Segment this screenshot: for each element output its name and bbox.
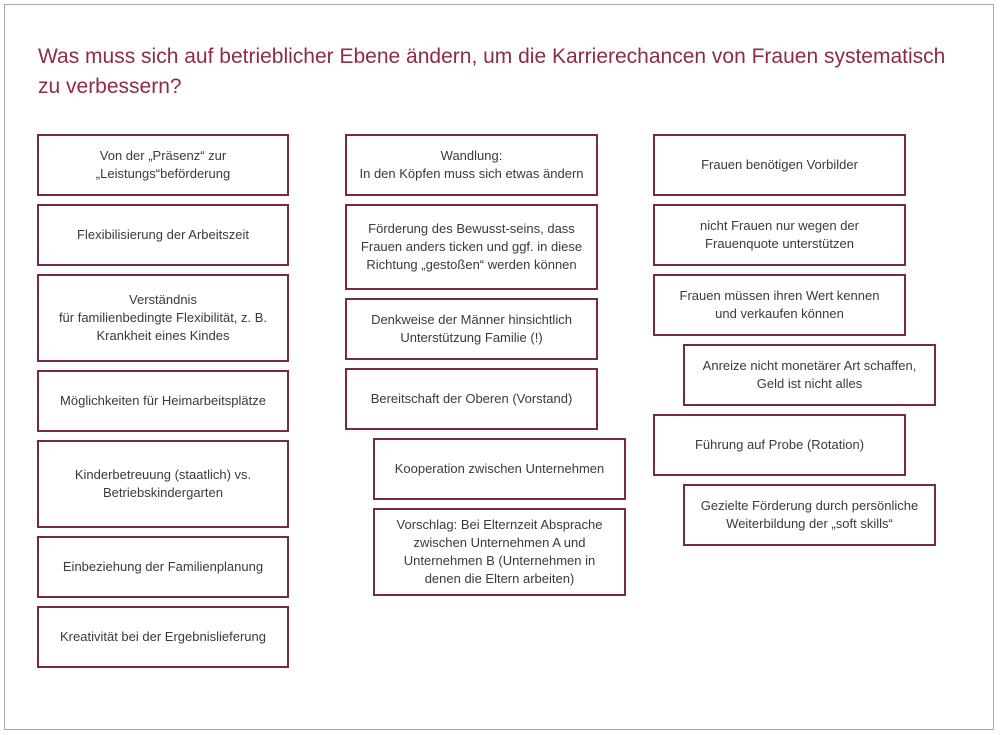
card-wert-kennen: Frauen müssen ihren Wert kennen und verkaufen können — [653, 274, 906, 336]
card-kinderbetreuung: Kinderbetreuung (staatlich) vs. Betriebskindergarten — [37, 440, 289, 528]
card-fuehrung-probe: Führung auf Probe (Rotation) — [653, 414, 906, 476]
card-bereitschaft: Bereitschaft der Oberen (Vorstand) — [345, 368, 598, 430]
card-denkweise: Denkweise der Männer hinsichtlich Unterstützung Familie (!) — [345, 298, 598, 360]
card-frauenquote: nicht Frauen nur wegen der Frauenquote unterstützen — [653, 204, 906, 266]
card-vorschlag-elternzeit: Vorschlag: Bei Elternzeit Absprache zwischen Unternehmen A und Unternehmen B (Unternehmen in denen die Eltern arbeiten) — [373, 508, 626, 596]
card-kooperation: Kooperation zwischen Unternehmen — [373, 438, 626, 500]
card-praesenz-leistung: Von der „Präsenz“ zur „Leistungs“beförderung — [37, 134, 289, 196]
card-anreize: Anreize nicht monetärer Art schaffen, Geld ist nicht alles — [683, 344, 936, 406]
card-verstaendnis: Verständnis für familienbedingte Flexibilität, z. B. Krankheit eines Kindes — [37, 274, 289, 362]
card-arbeitszeit: Flexibilisierung der Arbeitszeit — [37, 204, 289, 266]
card-kreativitaet: Kreativität bei der Ergebnislieferung — [37, 606, 289, 668]
card-wandlung: Wandlung: In den Köpfen muss sich etwas ändern — [345, 134, 598, 196]
diagram-title: Was muss sich auf betrieblicher Ebene ändern, um die Karrierechancen von Frauen systematisch zu verbessern? — [38, 45, 946, 98]
card-vorbilder: Frauen benötigen Vorbilder — [653, 134, 906, 196]
card-familienplanung: Einbeziehung der Familienplanung — [37, 536, 289, 598]
card-heimarbeit: Möglichkeiten für Heimarbeitsplätze — [37, 370, 289, 432]
card-bewusstsein: Förderung des Bewusst-seins, dass Frauen anders ticken und ggf. in diese Richtung „gestoßen“ werden können — [345, 204, 598, 290]
card-soft-skills: Gezielte Förderung durch persönliche Weiterbildung der „soft skills“ — [683, 484, 936, 546]
